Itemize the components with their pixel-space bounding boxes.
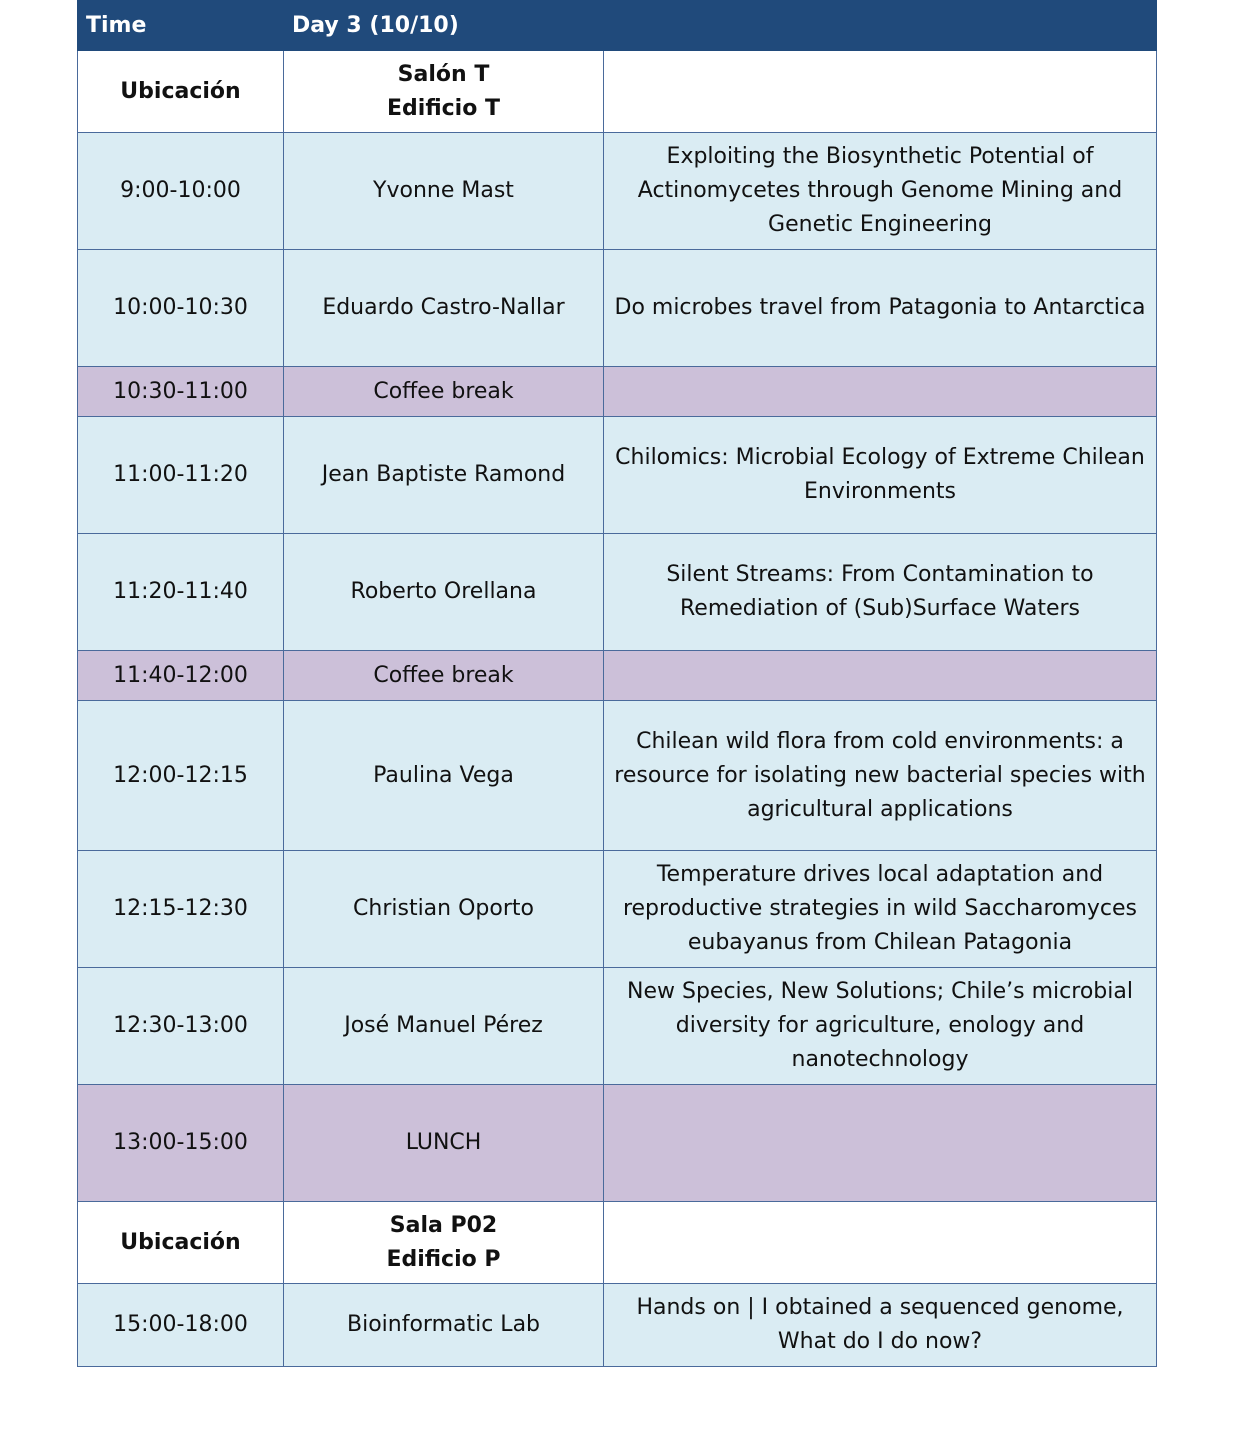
time-cell: 12:00-12:15	[78, 701, 284, 851]
schedule-row	[78, 851, 1157, 968]
schedule-row	[78, 133, 1157, 250]
location-blank	[604, 1202, 1157, 1284]
time-cell: 11:00-11:20	[78, 417, 284, 534]
venue-line: Sala P02	[389, 1212, 498, 1238]
venue-line: Edificio P	[386, 1246, 501, 1272]
venue-line: Edificio T	[387, 95, 500, 121]
break-label: LUNCH	[284, 1085, 604, 1202]
schedule-row	[78, 968, 1157, 1085]
time-cell: 10:00-10:30	[78, 250, 284, 367]
location-row	[78, 51, 1157, 133]
time-cell: 12:15-12:30	[78, 851, 284, 968]
break-row	[78, 367, 1157, 417]
time-cell: 10:30-11:00	[78, 367, 284, 417]
venue-line: Salón T	[397, 61, 490, 87]
title-cell: Do microbes travel from Patagonia to Antarctica	[604, 250, 1157, 367]
time-cell: 13:00-15:00	[78, 1085, 284, 1202]
location-blank	[604, 51, 1157, 133]
schedule-row	[78, 701, 1157, 851]
location-venue	[284, 1202, 604, 1284]
title-cell	[604, 1085, 1157, 1202]
speaker-cell: Jean Baptiste Ramond	[284, 417, 604, 534]
location-row	[78, 1202, 1157, 1284]
title-cell: Chilomics: Microbial Ecology of Extreme Chilean Environments	[604, 417, 1157, 534]
title-cell: Chilean wild flora from cold environments: a resource for isolating new bacterial species with agricultural applications	[604, 701, 1157, 851]
time-cell: 15:00-18:00	[78, 1284, 284, 1367]
schedule-row	[78, 417, 1157, 534]
break-row	[78, 1085, 1157, 1202]
break-label: Coffee break	[284, 367, 604, 417]
time-cell: 12:30-13:00	[78, 968, 284, 1085]
title-cell: New Species, New Solutions; Chile’s microbial diversity for agriculture, enology and nanotechnology	[604, 968, 1157, 1085]
title-cell	[604, 651, 1157, 701]
title-cell: Temperature drives local adaptation and reproductive strategies in wild Saccharomyces eubayanus from Chilean Patagonia	[604, 851, 1157, 968]
time-cell: 9:00-10:00	[78, 133, 284, 250]
schedule-row	[78, 534, 1157, 651]
speaker-cell: Roberto Orellana	[284, 534, 604, 651]
title-cell: Exploiting the Biosynthetic Potential of Actinomycetes through Genome Mining and Genetic Engineering	[604, 133, 1157, 250]
time-cell: 11:40-12:00	[78, 651, 284, 701]
schedule-table	[77, 0, 1157, 1367]
location-label: Ubicación	[78, 1202, 284, 1284]
speaker-cell: Paulina Vega	[284, 701, 604, 851]
title-cell	[604, 367, 1157, 417]
location-venue	[284, 51, 604, 133]
time-cell: 11:20-11:40	[78, 534, 284, 651]
speaker-cell: Yvonne Mast	[284, 133, 604, 250]
schedule-row	[78, 1284, 1157, 1367]
break-row	[78, 651, 1157, 701]
speaker-cell: José Manuel Pérez	[284, 968, 604, 1085]
speaker-cell: Christian Oporto	[284, 851, 604, 968]
speaker-cell: Eduardo Castro-Nallar	[284, 250, 604, 367]
title-cell: Silent Streams: From Contamination to Remediation of (Sub)Surface Waters	[604, 534, 1157, 651]
break-label: Coffee break	[284, 651, 604, 701]
header-row	[78, 1, 1157, 51]
schedule-row	[78, 250, 1157, 367]
title-cell: Hands on | I obtained a sequenced genome, What do I do now?	[604, 1284, 1157, 1367]
header-time: Time	[78, 1, 284, 51]
speaker-cell: Bioinformatic Lab	[284, 1284, 604, 1367]
header-day: Day 3 (10/10)	[284, 1, 1157, 51]
location-label: Ubicación	[78, 51, 284, 133]
